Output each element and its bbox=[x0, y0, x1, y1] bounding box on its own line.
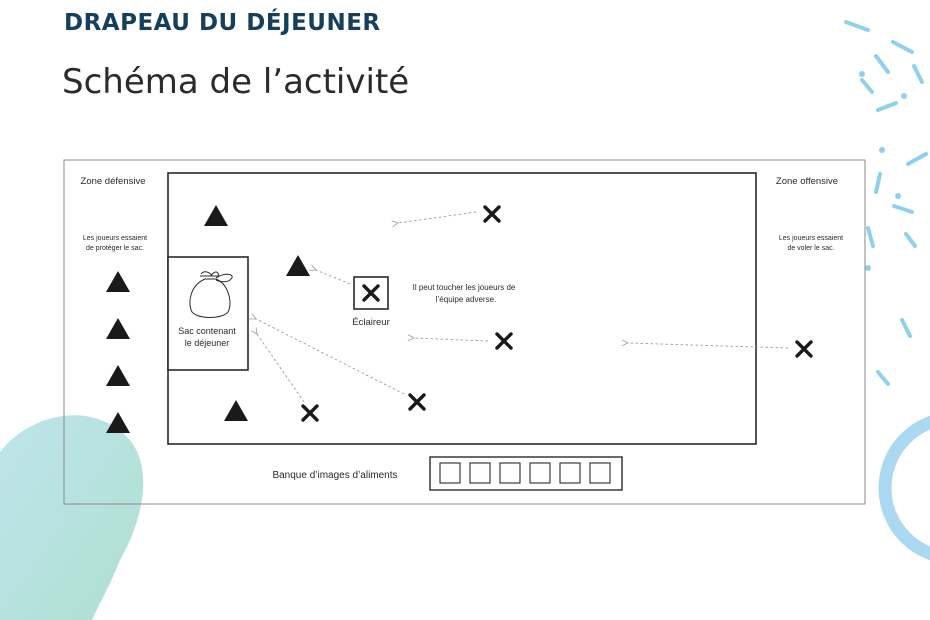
cross-icon bbox=[485, 207, 499, 221]
defensive-zone-desc-line2: de protéger le sac. bbox=[86, 245, 144, 252]
attacker-crosses bbox=[303, 207, 811, 420]
offensive-zone-desc-line2: de voler le sac. bbox=[787, 245, 835, 252]
arrow bbox=[398, 212, 476, 223]
arrow bbox=[414, 338, 488, 341]
defensive-zone-title: Zone défensive bbox=[80, 176, 146, 187]
triangle-icon bbox=[106, 318, 130, 339]
food-bank-label: Banque d’images d’aliments bbox=[272, 470, 398, 481]
bag-zone-box bbox=[168, 257, 248, 370]
triangle-icon bbox=[286, 255, 310, 276]
arrow bbox=[628, 343, 788, 348]
cross-icon bbox=[303, 406, 317, 420]
triangle-icon bbox=[106, 271, 130, 292]
offensive-zone-desc-line1: Les joueurs essaient bbox=[778, 235, 844, 242]
scout-label: Éclaireur bbox=[352, 317, 390, 328]
bag-label-line2: le déjeuner bbox=[184, 338, 230, 348]
triangle-icon bbox=[204, 205, 228, 226]
cross-icon bbox=[497, 334, 511, 348]
bag-label-line1: Sac contenant bbox=[178, 326, 236, 336]
arrow bbox=[257, 334, 304, 402]
playing-field bbox=[168, 173, 756, 444]
arrow bbox=[316, 270, 350, 284]
cross-icon bbox=[410, 395, 424, 409]
scout-note-line2: l’équipe adverse. bbox=[435, 295, 497, 304]
page-subtitle: Schéma de l’activité bbox=[62, 62, 410, 102]
offensive-zone-title: Zone offensive bbox=[775, 176, 839, 187]
scout-note-line1: Il peut toucher les joueurs de bbox=[412, 283, 516, 292]
arrow bbox=[256, 319, 404, 394]
page-title: DRAPEAU DU DÉJEUNER bbox=[64, 10, 381, 36]
movement-arrows bbox=[256, 212, 788, 402]
triangle-icon bbox=[224, 400, 248, 421]
triangle-icon bbox=[106, 412, 130, 433]
triangle-icon bbox=[106, 365, 130, 386]
cross-icon bbox=[797, 342, 811, 356]
food-bank-box bbox=[430, 457, 622, 490]
defensive-zone-desc-line1: Les joueurs essaient bbox=[82, 235, 148, 242]
